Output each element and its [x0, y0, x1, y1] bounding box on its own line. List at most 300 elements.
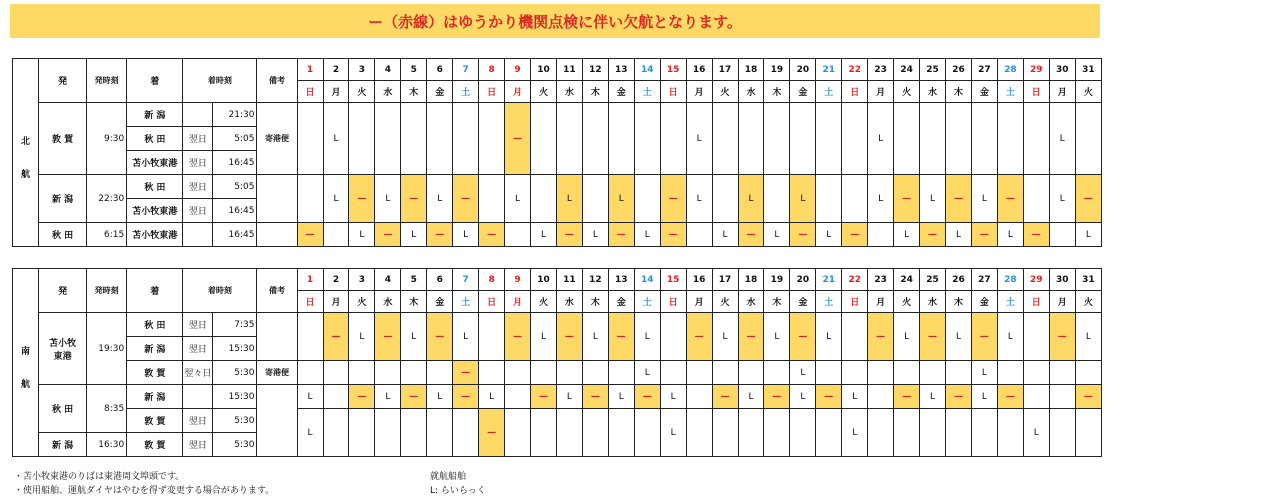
- day-cell: [712, 361, 738, 385]
- table-row: [13, 313, 1102, 337]
- day-number: 8: [479, 269, 505, 291]
- day-cell: [505, 385, 531, 409]
- day-cell: [946, 361, 972, 385]
- arrival-port: 秋 田: [127, 175, 183, 199]
- weekday: 土: [997, 81, 1023, 103]
- day-cell: [997, 409, 1023, 457]
- weekday: 金: [427, 81, 453, 103]
- day-cell: [660, 313, 686, 361]
- footnote-change: ・使用船舶、運航ダイヤはやむを得ず変更する場合があります。: [14, 486, 275, 496]
- weekday: 月: [323, 291, 349, 313]
- next-day-label: 翌日: [183, 127, 213, 151]
- day-number: 2: [323, 59, 349, 81]
- weekday: 月: [323, 81, 349, 103]
- day-cell: [738, 409, 764, 457]
- day-number: 9: [505, 59, 531, 81]
- day-number: 17: [712, 59, 738, 81]
- southbound-timetable: [12, 268, 1102, 457]
- weekday: 火: [349, 81, 375, 103]
- day-number: 7: [453, 59, 479, 81]
- weekday: 火: [1075, 81, 1101, 103]
- next-day-label: 翌々日: [183, 361, 213, 385]
- weekday: 日: [842, 291, 868, 313]
- day-cell: [1023, 361, 1049, 385]
- day-cell: L: [971, 361, 997, 385]
- arrival-time: 15:30: [213, 385, 257, 409]
- day-cell: —: [401, 385, 427, 409]
- day-number: 31: [1075, 269, 1101, 291]
- weekday: 金: [608, 291, 634, 313]
- day-cell: [375, 103, 401, 175]
- day-cell: [868, 409, 894, 457]
- day-number: 4: [375, 59, 401, 81]
- day-cell: —: [634, 385, 660, 409]
- day-cell: —: [1075, 175, 1101, 223]
- day-cell: —: [427, 313, 453, 361]
- arrival-time: 5:30: [213, 361, 257, 385]
- day-cell: —: [505, 313, 531, 361]
- day-cell: [842, 103, 868, 175]
- day-cell: L: [946, 313, 972, 361]
- departure-port: 秋 田: [39, 385, 87, 433]
- day-cell: —: [764, 385, 790, 409]
- table-row: [13, 409, 1102, 433]
- departure-header: 発: [39, 59, 87, 103]
- northbound-timetable: [12, 58, 1102, 247]
- day-number: 12: [582, 59, 608, 81]
- day-number: 7: [453, 269, 479, 291]
- day-number: 5: [401, 269, 427, 291]
- day-cell: —: [349, 385, 375, 409]
- weekday: 金: [971, 291, 997, 313]
- table-row: [13, 223, 1102, 247]
- next-day-label: 翌日: [183, 433, 213, 457]
- weekday: 火: [349, 291, 375, 313]
- day-cell: L: [582, 313, 608, 361]
- day-number: 15: [660, 269, 686, 291]
- day-cell: [764, 175, 790, 223]
- day-cell: [1049, 385, 1075, 409]
- departure-port: 秋 田: [39, 223, 87, 247]
- arrival-port: 秋 田: [127, 127, 183, 151]
- arrival-time: 16:45: [213, 223, 257, 247]
- day-cell: L: [531, 223, 557, 247]
- next-day-label: [183, 385, 213, 409]
- arrival-time: 5:30: [213, 433, 257, 457]
- weekday: 火: [712, 81, 738, 103]
- day-cell: [868, 223, 894, 247]
- weekday: 金: [971, 81, 997, 103]
- day-cell: L: [479, 385, 505, 409]
- day-cell: [323, 223, 349, 247]
- day-cell: [582, 361, 608, 385]
- day-cell: L: [323, 103, 349, 175]
- day-cell: —: [971, 313, 997, 361]
- day-cell: [894, 361, 920, 385]
- day-cell: [1023, 385, 1049, 409]
- day-cell: [842, 175, 868, 223]
- departure-port: 苫小牧 東港: [39, 313, 87, 385]
- day-number: 2: [323, 269, 349, 291]
- cancellation-banner: ー（赤線）はゆうかり機関点検に伴い欠航となります。: [10, 4, 1100, 38]
- departure-port: 敦 賀: [39, 103, 87, 175]
- day-cell: [608, 361, 634, 385]
- day-cell: [531, 103, 557, 175]
- day-number: 28: [997, 59, 1023, 81]
- day-cell: [868, 385, 894, 409]
- day-number: 19: [764, 59, 790, 81]
- arrival-port: 苫小牧東港: [127, 199, 183, 223]
- day-number: 23: [868, 269, 894, 291]
- day-cell: L: [660, 385, 686, 409]
- weekday: 火: [712, 291, 738, 313]
- arrival-time: 16:45: [213, 151, 257, 175]
- day-number: 3: [349, 59, 375, 81]
- day-cell: [764, 361, 790, 385]
- weekday: 土: [997, 291, 1023, 313]
- departure-time: 16:30: [87, 433, 127, 457]
- day-number: 17: [712, 269, 738, 291]
- weekday: 日: [297, 291, 323, 313]
- day-cell: L: [997, 313, 1023, 361]
- day-cell: —: [427, 223, 453, 247]
- day-cell: —: [453, 385, 479, 409]
- weekday: 月: [686, 291, 712, 313]
- arrival-port: 新 潟: [127, 337, 183, 361]
- day-number: 1: [297, 269, 323, 291]
- day-cell: —: [556, 223, 582, 247]
- departure-port: 新 潟: [39, 175, 87, 223]
- day-cell: L: [505, 175, 531, 223]
- weekday: 水: [375, 291, 401, 313]
- day-cell: [764, 103, 790, 175]
- day-cell: [479, 313, 505, 361]
- arrival-time: 16:45: [213, 199, 257, 223]
- weekday: 金: [427, 291, 453, 313]
- day-number: 12: [582, 269, 608, 291]
- day-cell: L: [764, 313, 790, 361]
- weekday: 日: [1023, 81, 1049, 103]
- weekday: 水: [920, 81, 946, 103]
- day-cell: [608, 103, 634, 175]
- weekday: 土: [816, 291, 842, 313]
- day-cell: [816, 409, 842, 457]
- day-cell: —: [842, 223, 868, 247]
- weekday: 土: [816, 81, 842, 103]
- departure-header: 発: [39, 269, 87, 313]
- legend-title: 就航船舶: [430, 472, 467, 482]
- day-cell: [738, 361, 764, 385]
- day-cell: [582, 409, 608, 457]
- direction-label: 南 航: [13, 269, 39, 457]
- day-cell: L: [971, 175, 997, 223]
- day-cell: L: [375, 385, 401, 409]
- day-cell: [634, 103, 660, 175]
- day-cell: [556, 361, 582, 385]
- arrival-header: 着: [127, 269, 183, 313]
- day-cell: —: [1023, 223, 1049, 247]
- day-number: 29: [1023, 269, 1049, 291]
- day-cell: —: [920, 223, 946, 247]
- weekday: 日: [842, 81, 868, 103]
- weekday: 木: [946, 291, 972, 313]
- day-cell: —: [946, 175, 972, 223]
- day-cell: —: [660, 223, 686, 247]
- note-header: 備考: [257, 269, 297, 313]
- arrival-port: 新 潟: [127, 385, 183, 409]
- table-row: [13, 175, 1102, 199]
- day-cell: —: [505, 103, 531, 175]
- day-cell: [790, 409, 816, 457]
- day-cell: [712, 175, 738, 223]
- weekday: 金: [608, 81, 634, 103]
- day-cell: [401, 103, 427, 175]
- day-cell: [323, 409, 349, 457]
- day-number: 11: [556, 59, 582, 81]
- day-cell: L: [453, 313, 479, 361]
- day-cell: L: [842, 385, 868, 409]
- day-cell: L: [401, 223, 427, 247]
- day-number: 4: [375, 269, 401, 291]
- arrival-port: 苫小牧東港: [127, 151, 183, 175]
- route-note: [257, 385, 297, 457]
- next-day-label: 翌日: [183, 313, 213, 337]
- day-number: 24: [894, 269, 920, 291]
- day-number: 20: [790, 269, 816, 291]
- day-cell: [297, 103, 323, 175]
- arrival-time: 21:30: [213, 103, 257, 127]
- day-cell: [816, 103, 842, 175]
- weekday: 月: [505, 291, 531, 313]
- weekday: 木: [582, 291, 608, 313]
- day-cell: [842, 361, 868, 385]
- day-number: 13: [608, 59, 634, 81]
- day-cell: L: [790, 175, 816, 223]
- arrival-header: 着: [127, 59, 183, 103]
- day-cell: [816, 361, 842, 385]
- day-number: 18: [738, 59, 764, 81]
- arrival-time-header: 着時刻: [183, 269, 257, 313]
- day-cell: L: [660, 409, 686, 457]
- day-cell: [582, 103, 608, 175]
- legend-item: L: らいらっく: [430, 486, 486, 496]
- arrival-port: 秋 田: [127, 313, 183, 337]
- weekday: 火: [1075, 291, 1101, 313]
- day-cell: [349, 103, 375, 175]
- day-cell: [479, 361, 505, 385]
- day-cell: [1049, 409, 1075, 457]
- day-cell: L: [1049, 175, 1075, 223]
- day-number: 14: [634, 59, 660, 81]
- day-number: 22: [842, 59, 868, 81]
- arrival-port: 敦 賀: [127, 433, 183, 457]
- day-number: 14: [634, 269, 660, 291]
- day-number: 26: [946, 269, 972, 291]
- day-number: 22: [842, 269, 868, 291]
- day-number: 23: [868, 59, 894, 81]
- day-cell: —: [582, 385, 608, 409]
- day-cell: —: [660, 175, 686, 223]
- arrival-port: 苫小牧東港: [127, 223, 183, 247]
- day-number: 16: [686, 269, 712, 291]
- day-cell: [894, 409, 920, 457]
- day-cell: —: [349, 175, 375, 223]
- day-cell: L: [712, 223, 738, 247]
- next-day-label: [183, 223, 213, 247]
- day-number: 10: [531, 59, 557, 81]
- next-day-label: 翌日: [183, 199, 213, 223]
- day-cell: [375, 409, 401, 457]
- day-cell: L: [764, 223, 790, 247]
- day-number: 16: [686, 59, 712, 81]
- day-number: 27: [971, 59, 997, 81]
- weekday: 金: [790, 81, 816, 103]
- day-number: 15: [660, 59, 686, 81]
- day-cell: L: [349, 223, 375, 247]
- weekday: 水: [738, 291, 764, 313]
- day-cell: [323, 385, 349, 409]
- day-cell: L: [842, 409, 868, 457]
- day-cell: [427, 361, 453, 385]
- day-cell: [505, 223, 531, 247]
- weekday: 月: [868, 291, 894, 313]
- day-cell: [427, 103, 453, 175]
- day-cell: —: [712, 385, 738, 409]
- day-number: 3: [349, 269, 375, 291]
- day-cell: L: [894, 313, 920, 361]
- day-number: 27: [971, 269, 997, 291]
- weekday: 火: [531, 81, 557, 103]
- day-cell: L: [349, 313, 375, 361]
- weekday: 木: [764, 81, 790, 103]
- day-cell: [894, 103, 920, 175]
- day-cell: —: [686, 313, 712, 361]
- weekday: 月: [1049, 81, 1075, 103]
- day-cell: —: [556, 313, 582, 361]
- weekday: 土: [453, 291, 479, 313]
- day-cell: [349, 409, 375, 457]
- day-cell: L: [816, 223, 842, 247]
- day-number: 26: [946, 59, 972, 81]
- route-note: 寄港便: [257, 103, 297, 175]
- day-cell: [1075, 409, 1101, 457]
- day-cell: [712, 103, 738, 175]
- weekday: 土: [453, 81, 479, 103]
- day-cell: [453, 103, 479, 175]
- day-cell: [1023, 103, 1049, 175]
- day-cell: [997, 361, 1023, 385]
- day-cell: L: [297, 409, 323, 457]
- day-cell: [401, 361, 427, 385]
- departure-time: 8:35: [87, 385, 127, 433]
- day-number: 29: [1023, 59, 1049, 81]
- day-number: 9: [505, 269, 531, 291]
- arrival-port: 新 潟: [127, 103, 183, 127]
- day-cell: L: [738, 175, 764, 223]
- day-cell: L: [868, 103, 894, 175]
- day-cell: L: [1075, 313, 1101, 361]
- day-cell: [297, 361, 323, 385]
- table-row: [13, 385, 1102, 409]
- day-cell: L: [608, 385, 634, 409]
- arrival-time-header: 着時刻: [183, 59, 257, 103]
- day-cell: [920, 361, 946, 385]
- day-number: 8: [479, 59, 505, 81]
- day-cell: [505, 409, 531, 457]
- day-cell: L: [453, 223, 479, 247]
- weekday: 日: [660, 291, 686, 313]
- day-cell: —: [375, 223, 401, 247]
- day-number: 13: [608, 269, 634, 291]
- day-cell: [479, 103, 505, 175]
- day-cell: [660, 103, 686, 175]
- day-cell: [686, 361, 712, 385]
- day-cell: L: [971, 385, 997, 409]
- day-cell: L: [1049, 103, 1075, 175]
- day-cell: [660, 361, 686, 385]
- arrival-time: 5:30: [213, 409, 257, 433]
- day-cell: [868, 361, 894, 385]
- day-cell: —: [920, 313, 946, 361]
- weekday: 月: [1049, 291, 1075, 313]
- weekday: 木: [946, 81, 972, 103]
- day-cell: —: [401, 175, 427, 223]
- footnotes: [14, 470, 274, 498]
- day-cell: —: [816, 385, 842, 409]
- day-cell: [686, 223, 712, 247]
- day-cell: [531, 175, 557, 223]
- day-cell: [375, 361, 401, 385]
- day-number: 6: [427, 269, 453, 291]
- day-cell: [531, 409, 557, 457]
- day-cell: [297, 175, 323, 223]
- weekday: 水: [556, 291, 582, 313]
- arrival-time: 15:30: [213, 337, 257, 361]
- day-cell: [816, 175, 842, 223]
- day-cell: —: [479, 223, 505, 247]
- day-cell: L: [634, 223, 660, 247]
- day-number: 21: [816, 59, 842, 81]
- day-number: 31: [1075, 59, 1101, 81]
- table-row: [13, 361, 1102, 385]
- departure-time-header: 発時刻: [87, 269, 127, 313]
- day-cell: [790, 103, 816, 175]
- note-header: 備考: [257, 59, 297, 103]
- day-cell: L: [790, 361, 816, 385]
- day-cell: —: [738, 313, 764, 361]
- day-cell: —: [608, 223, 634, 247]
- day-cell: [686, 409, 712, 457]
- day-cell: [323, 361, 349, 385]
- day-cell: L: [868, 175, 894, 223]
- day-cell: —: [1075, 385, 1101, 409]
- day-cell: [712, 409, 738, 457]
- day-number: 20: [790, 59, 816, 81]
- weekday: 日: [479, 291, 505, 313]
- day-cell: [686, 385, 712, 409]
- day-cell: L: [686, 103, 712, 175]
- weekday: 金: [790, 291, 816, 313]
- day-number: 18: [738, 269, 764, 291]
- day-cell: L: [556, 175, 582, 223]
- day-cell: L: [427, 385, 453, 409]
- day-cell: L: [894, 223, 920, 247]
- day-cell: L: [816, 313, 842, 361]
- day-number: 6: [427, 59, 453, 81]
- departure-time: 19:30: [87, 313, 127, 385]
- departure-port: 新 潟: [39, 433, 87, 457]
- weekday: 木: [401, 291, 427, 313]
